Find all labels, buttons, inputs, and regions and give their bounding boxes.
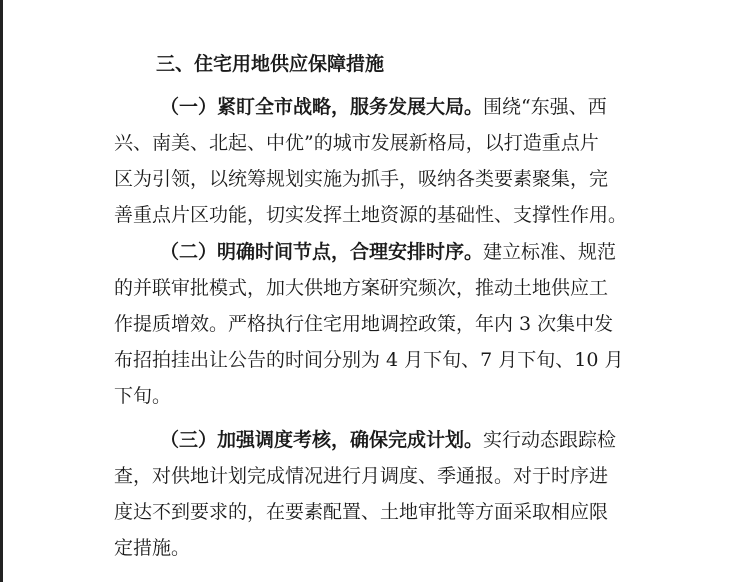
paragraph-2-line-3: 作提质增效。严格执行住宅用地调控政策，年内 3 次集中发	[114, 313, 614, 335]
paragraph-1-line-1	[160, 95, 607, 119]
paragraph-3-line-2: 查，对供地计划完成情况进行月调度、季通报。对于时序进	[114, 465, 609, 487]
paragraph-3-line-1	[160, 428, 616, 452]
paragraph-2-text: 建立标准、规范	[483, 241, 617, 263]
paragraph-2-line-1	[160, 240, 616, 264]
paragraph-1-line-4: 善重点片区功能，切实发挥土地资源的基础性、支撑性作用。	[114, 204, 628, 226]
paragraph-2-line-4: 布招拍挂出让公告的时间分别为 4 月下旬、7 月下旬、10 月	[114, 349, 624, 371]
paragraph-1-line-2: 兴、南美、北起、中优”的城市发展新格局，以打造重点片	[114, 132, 599, 154]
page-left-edge	[0, 0, 3, 582]
paragraph-1-lead: （一）紧盯全市战略，服务发展大局。	[160, 96, 484, 118]
paragraph-2-line-5: 下旬。	[114, 385, 172, 407]
paragraph-3-line-3: 度达不到要求的，在要素配置、土地审批等方面采取相应限	[114, 501, 609, 523]
section-heading: 三、住宅用地供应保障措施	[156, 53, 385, 75]
paragraph-3-line-4: 定措施。	[114, 537, 191, 559]
paragraph-3-text: 实行动态跟踪检	[483, 429, 617, 451]
paragraph-2-lead: （二）明确时间节点，合理安排时序。	[160, 241, 484, 263]
paragraph-1-text: 围绕“东强、西	[483, 96, 607, 118]
paragraph-1-line-3: 区为引领，以统筹规划实施为抓手，吸纳各类要素聚集，完	[114, 168, 609, 190]
paragraph-2-line-2: 的并联审批模式，加大供地方案研究频次，推动土地供应工	[114, 277, 609, 299]
paragraph-3-lead: （三）加强调度考核，确保完成计划。	[160, 429, 484, 451]
